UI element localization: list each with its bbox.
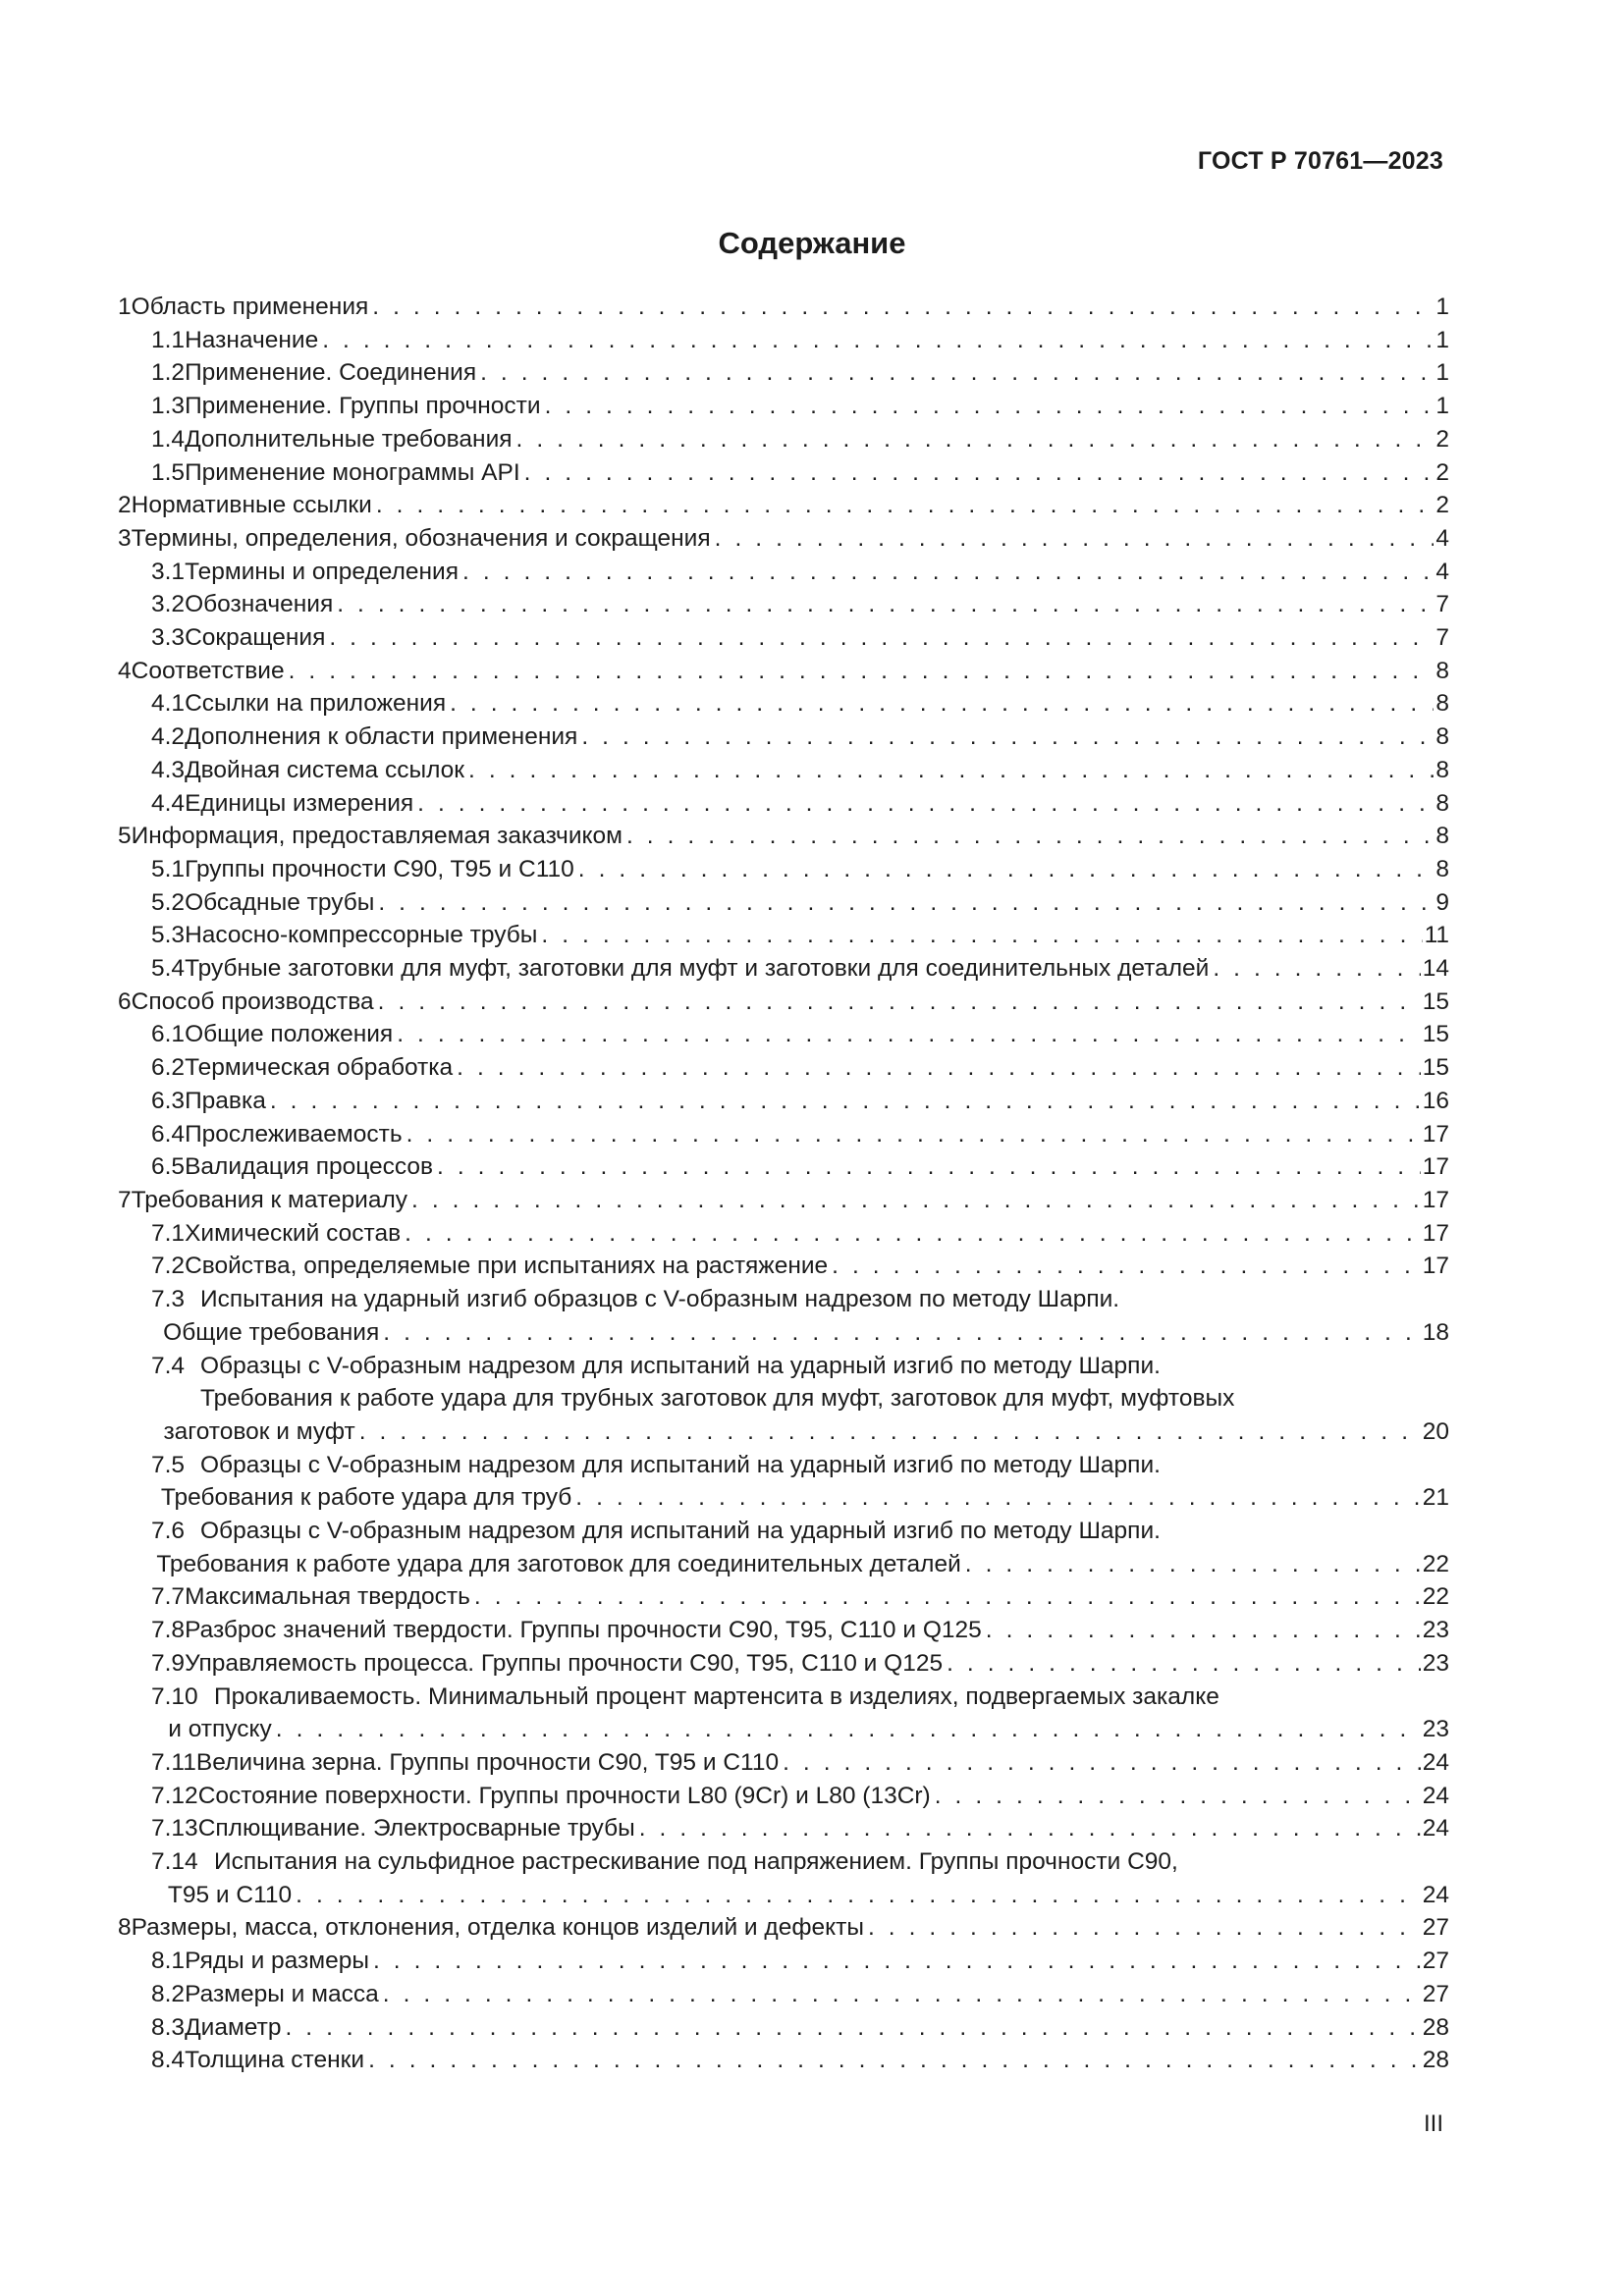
toc-entry-number: 7.2	[151, 1253, 186, 1280]
dot-leader	[322, 324, 1434, 357]
toc-entry-5-3[interactable]	[118, 919, 1449, 952]
toc-entry-title: Информация, предоставляемая заказчиком	[131, 823, 623, 850]
toc-entry-number: 6.5	[151, 1153, 186, 1181]
toc-page-number: 8	[1435, 855, 1449, 882]
toc-entry-title: Прослеживаемость	[185, 1120, 403, 1148]
toc-entry-number: 8.1	[151, 1948, 186, 1975]
toc-page-number: 4	[1435, 524, 1449, 552]
toc-page-number: 18	[1422, 1318, 1449, 1346]
toc-entry-title: Обсадные трубы	[185, 888, 375, 916]
dot-leader	[437, 1150, 1421, 1184]
toc-page-number: 1	[1435, 393, 1449, 420]
dot-leader	[965, 1548, 1421, 1581]
dot-leader	[474, 1580, 1421, 1614]
dot-leader	[578, 853, 1435, 886]
toc-entry-7-1[interactable]	[118, 1217, 1449, 1251]
toc-page-number: 8	[1435, 657, 1449, 684]
toc-entry-number: 7.9	[151, 1649, 186, 1677]
toc-entry-title: Химический состав	[185, 1219, 402, 1247]
toc-entry-number: 7.7	[151, 1583, 186, 1611]
toc-entry-number: 7.8	[151, 1617, 186, 1644]
toc-entry-number: 3	[118, 524, 132, 552]
toc-entry-7-8[interactable]	[118, 1614, 1449, 1647]
toc-entry-number: 8.4	[151, 2047, 186, 2074]
toc-page-number: 8	[1435, 823, 1449, 850]
toc-entry-5-1[interactable]	[118, 853, 1449, 886]
dot-leader	[947, 1647, 1421, 1681]
toc-page-number: 9	[1435, 888, 1449, 916]
toc-page-number: 8	[1435, 789, 1449, 817]
toc-page-number: 24	[1422, 1748, 1449, 1776]
toc-entry-title: Способ производства	[131, 988, 374, 1015]
dot-leader	[935, 1780, 1421, 1813]
dot-leader	[1213, 952, 1420, 986]
toc-entry-title: Управляемость процесса. Группы прочности C90, T95, C110 и Q125	[185, 1649, 944, 1677]
dot-leader	[450, 687, 1434, 721]
toc-entry-title: Размеры, масса, отклонения, отделка концов изделий и дефекты	[131, 1914, 864, 1942]
toc-entry-7-7[interactable]	[118, 1580, 1449, 1614]
dot-leader	[639, 1812, 1421, 1845]
toc-entry-7-14[interactable]	[118, 1845, 1449, 1911]
toc-entry-number: 1.4	[151, 425, 186, 453]
toc-entry-title: Сокращения	[185, 624, 326, 652]
toc-entry-title: Валидация процессов	[185, 1153, 434, 1181]
toc-entry-1-5[interactable]	[118, 456, 1449, 490]
toc-entry-number: 1	[118, 294, 132, 320]
toc-entry-6-3[interactable]	[118, 1085, 1449, 1118]
toc-entry-title: Применение. Группы прочности	[185, 393, 541, 420]
toc-entry-3-3[interactable]	[118, 621, 1449, 655]
toc-entry-title: Трубные заготовки для муфт, заготовки для муфт и заготовки для соединительных деталей	[185, 955, 1210, 983]
toc-entry-7-5[interactable]	[118, 1449, 1449, 1515]
toc-page-number: 7	[1435, 624, 1449, 652]
toc-page-number: 8	[1435, 690, 1449, 718]
toc-entry-title: и отпуску	[168, 1716, 272, 1743]
toc-page-number: 27	[1422, 1948, 1449, 1975]
dot-leader	[715, 522, 1435, 556]
dot-leader	[383, 1978, 1421, 2011]
toc-entry-title: Термины, определения, обозначения и сокращения	[131, 524, 711, 552]
toc-entry-number: 8.3	[151, 2013, 186, 2041]
dot-leader	[372, 291, 1434, 324]
toc-page-number: 8	[1435, 756, 1449, 783]
dot-leader	[986, 1614, 1421, 1647]
toc-entry-title: Требования к работе удара для заготовок для соединительных деталей	[156, 1550, 961, 1577]
toc-entry-7-3[interactable]	[118, 1283, 1449, 1349]
dot-leader	[329, 621, 1434, 655]
dot-leader	[359, 1415, 1421, 1449]
toc-entry-6-5[interactable]	[118, 1150, 1449, 1184]
toc-entry-title: Ссылки на приложения	[185, 690, 447, 718]
dot-leader	[462, 556, 1434, 589]
toc-entry-title: Общие положения	[185, 1021, 394, 1048]
toc-entry-title: Состояние поверхности. Группы прочности L80 (9Cr) и L80 (13Cr)	[197, 1782, 931, 1809]
toc-page-number: 17	[1422, 1253, 1449, 1280]
dot-leader	[581, 721, 1434, 754]
toc-page-number: 17	[1422, 1219, 1449, 1247]
toc-entry-title: Требования к работе удара для труб	[160, 1484, 572, 1512]
toc-page-number: 16	[1422, 1087, 1449, 1114]
toc-entry-number: 6.2	[151, 1054, 186, 1082]
toc-entry-number: 7.11	[151, 1748, 196, 1776]
toc-entry-7-4[interactable]	[118, 1350, 1449, 1449]
toc-page-number: 1	[1435, 326, 1449, 353]
toc-entry-1-2[interactable]	[118, 356, 1449, 390]
toc-entry-number: 1.5	[151, 458, 186, 486]
toc-page-number: 24	[1422, 1815, 1449, 1842]
toc-entry-number: 4.1	[151, 690, 186, 718]
toc-entry-number: 5.4	[151, 955, 186, 983]
toc-page-number: 2	[1435, 425, 1449, 453]
toc-entry-number: 6.4	[151, 1120, 186, 1148]
dot-leader	[575, 1481, 1420, 1515]
toc-entry-7-12[interactable]	[118, 1780, 1449, 1813]
toc-entry-number: 7.13	[151, 1815, 198, 1842]
toc-page-number: 2	[1435, 458, 1449, 486]
toc-entry-number: 5.2	[151, 888, 186, 916]
toc-entry-title: Испытания на ударный изгиб образцов с V-образным надрезом по методу Шарпи.	[200, 1286, 1120, 1313]
toc-entry-title: Группы прочности C90, T95 и C110	[185, 855, 574, 882]
toc-entry-3[interactable]	[118, 522, 1449, 556]
toc-entry-title: Сплющивание. Электросварные трубы	[197, 1815, 635, 1842]
dot-leader	[783, 1746, 1421, 1780]
toc-entry-number: 6	[118, 988, 132, 1015]
toc-entry-8[interactable]	[118, 1911, 1449, 1945]
toc-entry-6-2[interactable]	[118, 1051, 1449, 1085]
toc-entry-7-11[interactable]	[118, 1746, 1449, 1780]
toc-entry-number: 7.3	[151, 1286, 186, 1313]
toc-entry-7-6[interactable]	[118, 1515, 1449, 1580]
toc-entry-title: Правка	[185, 1087, 266, 1114]
dot-leader	[868, 1911, 1421, 1945]
toc-entry-title: Насосно-компрессорные трубы	[185, 922, 538, 949]
dot-leader	[406, 1118, 1421, 1151]
toc-entry-title: Величина зерна. Группы прочности C90, T95 и C110	[195, 1748, 780, 1776]
dot-leader	[270, 1085, 1421, 1118]
toc-entry-title: Нормативные ссылки	[131, 492, 372, 519]
toc-entry-title: Дополнения к области применения	[185, 723, 578, 751]
toc-entry-title: Назначение	[185, 326, 319, 353]
toc-entry-title: Свойства, определяемые при испытаниях на растяжение	[185, 1253, 829, 1280]
toc-entry-number: 8.2	[151, 1980, 186, 2007]
standard-code: ГОСТ Р 70761—2023	[1197, 147, 1443, 175]
toc-entry-number: 7.1	[151, 1219, 186, 1247]
toc-entry-number: 8	[118, 1914, 132, 1942]
toc-entry-5-2[interactable]	[118, 886, 1449, 920]
toc-entry-title: Двойная система ссылок	[185, 756, 464, 783]
toc-entry-7-13[interactable]	[118, 1812, 1449, 1845]
dot-leader	[417, 787, 1434, 821]
toc-entry-number: 1.2	[151, 359, 186, 387]
toc-entry-1[interactable]	[118, 291, 1449, 324]
toc-entry-title: Максимальная твердость	[185, 1583, 470, 1611]
toc-entry-title: Применение монограммы API	[185, 458, 520, 486]
toc-entry-4-2[interactable]	[118, 721, 1449, 754]
toc-page-number: 21	[1422, 1484, 1449, 1512]
toc-entry-title: Образцы с V-образным надрезом для испытаний на ударный изгиб по методу Шарпи.	[200, 1451, 1161, 1478]
toc-entry-number: 7.14	[151, 1848, 198, 1876]
toc-page-number: 24	[1422, 1881, 1449, 1908]
toc-page-number: 23	[1422, 1716, 1449, 1743]
toc-entry-number: 6.1	[151, 1021, 186, 1048]
toc-entry-title: Толщина стенки	[185, 2047, 365, 2074]
toc-entry-title: Требования к работе удара для трубных заготовок для муфт, заготовок для муфт, муфтовых	[200, 1385, 1235, 1413]
toc-entry-8-3[interactable]	[118, 2011, 1449, 2045]
toc-entry-title: Размеры и масса	[185, 1980, 379, 2007]
toc-entry-title: Прокаливаемость. Минимальный процент мартенсита в изделиях, подвергаемых закалке	[214, 1682, 1219, 1710]
toc-entry-title: Обозначения	[185, 591, 334, 618]
toc-entry-number: 4.2	[151, 723, 186, 751]
toc-entry-3-1[interactable]	[118, 556, 1449, 589]
toc-entry-title: T95 и C110	[167, 1881, 293, 1908]
dot-leader	[405, 1217, 1421, 1251]
toc-entry-number: 1.1	[151, 326, 186, 353]
toc-entry-number: 7	[118, 1186, 132, 1213]
dot-leader	[480, 356, 1434, 390]
toc-page-number: 17	[1422, 1186, 1449, 1213]
toc-page-number: 8	[1435, 723, 1449, 751]
toc-entry-title: заготовок и муфт	[163, 1417, 355, 1445]
toc-entry-number: 3.3	[151, 624, 186, 652]
toc-page-number: 20	[1422, 1417, 1449, 1445]
dot-leader	[276, 1713, 1421, 1746]
toc-entry-number: 3.2	[151, 591, 186, 618]
toc-entry-number: 4.4	[151, 789, 186, 817]
toc-entry-title: Соответствие	[131, 657, 285, 684]
toc-entry-6[interactable]	[118, 986, 1449, 1019]
toc-entry-6-1[interactable]	[118, 1018, 1449, 1051]
toc-entry-number: 5	[118, 823, 132, 850]
toc-entry-number: 7.10	[151, 1682, 198, 1710]
toc-page-number: 17	[1422, 1120, 1449, 1148]
dot-leader	[289, 655, 1435, 688]
toc-entry-number: 1.3	[151, 393, 186, 420]
page-title: Содержание	[718, 226, 906, 260]
dot-leader	[368, 2044, 1421, 2077]
toc-page-number: 15	[1422, 1054, 1449, 1082]
page-number: III	[1423, 2110, 1443, 2137]
toc-entry-title: Диаметр	[185, 2013, 282, 2041]
toc-page-number: 1	[1435, 294, 1449, 320]
toc-page-number: 15	[1422, 1021, 1449, 1048]
toc-entry-number: 4.3	[151, 756, 186, 783]
toc-page-number: 24	[1422, 1782, 1449, 1809]
toc-entry-title: Требования к материалу	[131, 1186, 408, 1213]
dot-leader	[468, 754, 1434, 787]
dot-leader	[378, 986, 1421, 1019]
toc-entry-number: 7.6	[151, 1518, 186, 1545]
toc-entry-title: Испытания на сульфидное растрескивание под напряжением. Группы прочности C90,	[214, 1848, 1178, 1876]
toc-entry-number: 2	[118, 492, 132, 519]
toc-entry-5[interactable]	[118, 820, 1449, 853]
toc-entry-title: Общие требования	[163, 1318, 380, 1346]
dot-leader	[516, 423, 1435, 456]
dot-leader	[524, 456, 1435, 490]
dot-leader	[626, 820, 1434, 853]
toc-entry-3-2[interactable]	[118, 588, 1449, 621]
toc-entry-number: 7.12	[151, 1782, 198, 1809]
toc-entry-7-9[interactable]	[118, 1647, 1449, 1681]
toc-entry-7-2[interactable]	[118, 1250, 1449, 1283]
table-of-contents	[118, 291, 1449, 2077]
toc-entry-title: Область применения	[131, 294, 369, 320]
dot-leader	[337, 588, 1434, 621]
toc-entry-number: 3.1	[151, 558, 186, 585]
toc-entry-number: 5.1	[151, 855, 186, 882]
toc-page-number: 11	[1424, 922, 1449, 949]
toc-page-number: 2	[1435, 492, 1449, 519]
toc-page-number: 22	[1422, 1550, 1449, 1577]
dot-leader	[411, 1184, 1421, 1217]
dot-leader	[376, 489, 1435, 522]
toc-page-number: 27	[1422, 1980, 1449, 2007]
toc-entry-1-3[interactable]	[118, 390, 1449, 423]
toc-page-number: 14	[1422, 955, 1449, 983]
toc-page-number: 23	[1422, 1649, 1449, 1677]
toc-entry-4[interactable]	[118, 655, 1449, 688]
toc-entry-1-4[interactable]	[118, 423, 1449, 456]
toc-entry-title: Термины и определения	[185, 558, 459, 585]
toc-entry-4-4[interactable]	[118, 787, 1449, 821]
dot-leader	[296, 1879, 1421, 1912]
toc-entry-8-4[interactable]	[118, 2044, 1449, 2077]
toc-entry-title: Применение. Соединения	[185, 359, 477, 387]
toc-entry-6-4[interactable]	[118, 1118, 1449, 1151]
toc-entry-number: 7.4	[151, 1352, 186, 1379]
dot-leader	[545, 390, 1435, 423]
toc-entry-number: 6.3	[151, 1087, 186, 1114]
toc-entry-title: Разброс значений твердости. Группы прочности C90, T95, C110 и Q125	[185, 1617, 982, 1644]
toc-entry-title: Дополнительные требования	[185, 425, 513, 453]
dot-leader	[832, 1250, 1421, 1283]
toc-entry-8-2[interactable]	[118, 1978, 1449, 2011]
toc-entry-1-1[interactable]	[118, 324, 1449, 357]
toc-entry-title: Образцы с V-образным надрезом для испытаний на ударный изгиб по методу Шарпи.	[200, 1518, 1161, 1545]
toc-entry-title: Ряды и размеры	[185, 1948, 369, 1975]
toc-entry-title: Образцы с V-образным надрезом для испытаний на ударный изгиб по методу Шарпи.	[200, 1352, 1161, 1379]
dot-leader	[397, 1018, 1421, 1051]
toc-page-number: 7	[1435, 591, 1449, 618]
dot-leader	[378, 886, 1434, 920]
toc-entry-8-1[interactable]	[118, 1945, 1449, 1978]
toc-page-number: 4	[1435, 558, 1449, 585]
toc-page-number: 28	[1422, 2047, 1449, 2074]
toc-page-number: 27	[1422, 1914, 1449, 1942]
toc-page-number: 28	[1422, 2013, 1449, 2041]
toc-page-number: 23	[1422, 1617, 1449, 1644]
toc-entry-title: Единицы измерения	[185, 789, 414, 817]
dot-leader	[383, 1316, 1420, 1350]
toc-entry-7-10[interactable]	[118, 1681, 1449, 1746]
toc-entry-number: 7.5	[151, 1451, 186, 1478]
toc-entry-2[interactable]	[118, 489, 1449, 522]
dot-leader	[373, 1945, 1421, 1978]
toc-page-number: 17	[1422, 1153, 1449, 1181]
dot-leader	[285, 2011, 1420, 2045]
dot-leader	[457, 1051, 1421, 1085]
dot-leader	[541, 919, 1422, 952]
toc-entry-4-3[interactable]	[118, 754, 1449, 787]
toc-entry-4-1[interactable]	[118, 687, 1449, 721]
toc-entry-5-4[interactable]	[118, 952, 1449, 986]
toc-entry-number: 4	[118, 657, 132, 684]
toc-entry-number: 5.3	[151, 922, 186, 949]
toc-page-number: 15	[1422, 988, 1449, 1015]
toc-page-number: 22	[1422, 1583, 1449, 1611]
toc-page-number: 1	[1435, 359, 1449, 387]
toc-entry-7[interactable]	[118, 1184, 1449, 1217]
toc-entry-title: Термическая обработка	[185, 1054, 454, 1082]
